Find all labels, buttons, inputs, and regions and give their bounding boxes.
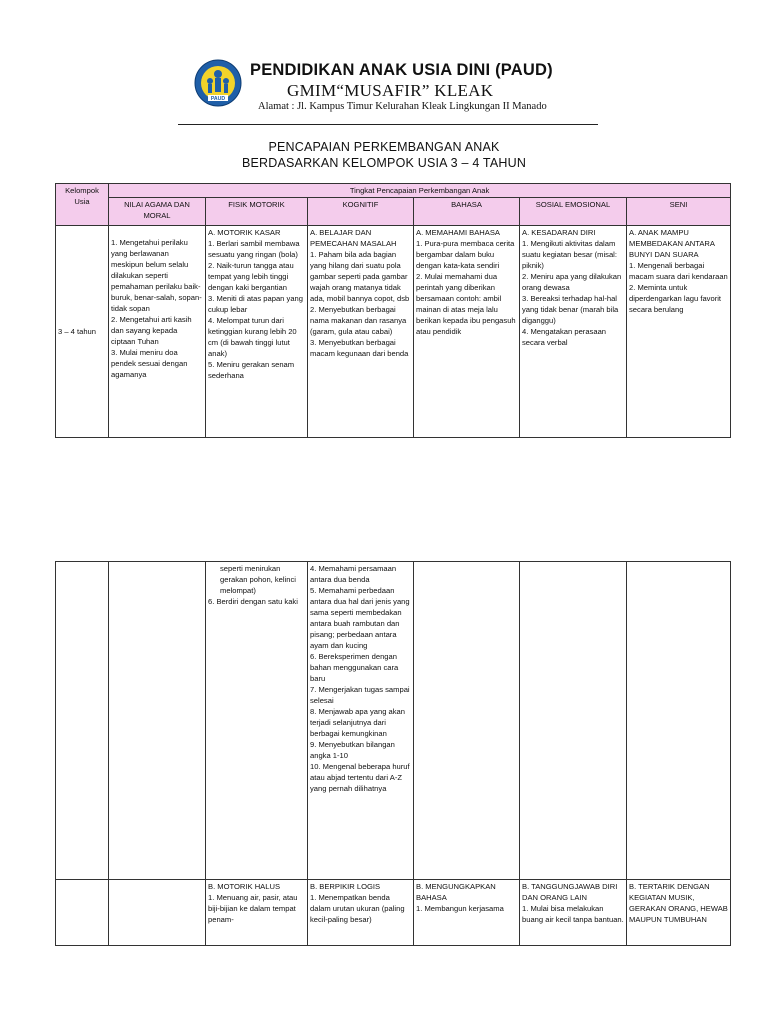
subheading: B. TANGGUNGJAWAB DIRI DAN ORANG LAIN: [522, 882, 618, 902]
age-cell: 3 – 4 tahun: [56, 226, 109, 438]
list-item: 7. Mengerjakan tugas sampai selesai: [310, 685, 410, 705]
cell-fisik: [206, 562, 308, 880]
list-item: 2. Mulai memahami dua perintah yang diberikan bersamaan contoh: ambil mainan di atas meja lalu berikan kepada ibu pengasuh atau pendidik: [416, 272, 516, 336]
cell-agama: [109, 226, 206, 438]
list-item: 1. Membangun kerjasama: [416, 904, 504, 913]
col-fisik: FISIK MOTORIK: [206, 198, 308, 226]
subheading: A. MOTORIK KASAR: [208, 228, 281, 237]
list-item: 1. Menempatkan benda dalam urutan ukuran (paling kecil-paling besar): [310, 893, 405, 924]
subheading: A. BELAJAR DAN PEMECAHAN MASALAH: [310, 228, 397, 248]
header-rule: [178, 124, 598, 125]
list-item: 5. Memahami perbedaan antara dua hal dari jenis yang sama seperti membedakan antara buah rambutan dan pisang; perbedaan antara ayam dan kucing: [310, 586, 410, 650]
list-item: 4. Memahami persamaan antara dua benda: [310, 564, 397, 584]
cell-bahasa: [414, 880, 520, 946]
list-item: 2. Meniru apa yang dilakukan orang dewasa: [522, 272, 622, 292]
list-item: 1. Mengenali berbagai macam suara dari kendaraan: [629, 261, 728, 281]
list-item: 3. Bereaksi terhadap hal-hal yang tidak benar (marah bila diganggu): [522, 294, 619, 325]
subheading: B. BERPIKIR LOGIS: [310, 882, 381, 891]
school-name: GMIM“MUSAFIR” KLEAK: [287, 81, 494, 100]
list-item: 1. Mengetahui perilaku yang berlawanan meskipun belum selalu dilakukan seperti pemahaman perilaku baik-buruk, benar-salah, sopan-tidak sopan: [111, 238, 202, 313]
list-item: 2. Mengetahui arti kasih dan sayang kepada ciptaan Tuhan: [111, 315, 192, 346]
cell-fisik: [206, 880, 308, 946]
col-agama: NILAI AGAMA DAN MORAL: [109, 198, 206, 226]
development-table-part2: [55, 561, 731, 946]
group-header: Kelompok Usia: [56, 184, 109, 226]
col-bahasa: BAHASA: [414, 198, 520, 226]
doc-title-line2: BERDASARKAN KELOMPOK USIA 3 – 4 TAHUN: [241, 156, 527, 170]
svg-text:PAUD: PAUD: [210, 96, 226, 103]
list-item: 3. Meniti di atas papan yang cukup lebar: [208, 294, 303, 314]
age-cell-empty: [56, 562, 109, 880]
cell-agama-empty: [109, 562, 206, 880]
list-item: 1. Mengikuti aktivitas dalam suatu kegiatan besar (misal: piknik): [522, 239, 617, 270]
list-item: 1. Berlari sambil membawa sesuatu yang ringan (bola): [208, 239, 300, 259]
subheading: A. KESADARAN DIRI: [522, 228, 596, 237]
list-item: 1. Pura-pura membaca cerita bergambar dalam buku dengan kata-kata sendiri: [416, 239, 515, 270]
cell-seni: [627, 880, 731, 946]
cell-kognitif: [308, 226, 414, 438]
cell-sosial: [520, 226, 627, 438]
age-cell-empty: [56, 880, 109, 946]
org-name: PENDIDIKAN ANAK USIA DINI (PAUD): [250, 61, 553, 79]
school-logo: [194, 59, 242, 107]
address: Alamat : Jl. Kampus Timur Kelurahan Kleak Lingkungan II Manado: [258, 101, 547, 112]
list-item: 2. Naik-turun tangga atau tempat yang lebih tinggi dengan kaki bergantian: [208, 261, 294, 292]
list-item: 3. Mulai meniru doa pendek sesuai dengan agamanya: [111, 348, 188, 379]
list-item: 2. Menyebutkan berbagai nama makanan dan rasanya (garam, gula atau cabai): [310, 305, 407, 336]
list-item: 3. Menyebutkan berbagai macam kegunaan dari benda: [310, 338, 409, 358]
cell-bahasa-empty: [414, 562, 520, 880]
subheading: B. MENGUNGKAPKAN BAHASA: [416, 882, 496, 902]
list-item: seperti menirukan gerakan pohon, kelinci melompat): [220, 564, 296, 595]
list-item: 10. Mengenal beberapa huruf atau abjad tertentu dari A-Z yang pernah dilihatnya: [310, 762, 410, 793]
cell-sosial: [520, 880, 627, 946]
cell-kognitif: [308, 562, 414, 880]
cell-sosial-empty: [520, 562, 627, 880]
list-item: 4. Mengatakan perasaan secara verbal: [522, 327, 607, 347]
col-seni: SENI: [627, 198, 731, 226]
cell-agama-empty: [109, 880, 206, 946]
list-item: 2. Meminta untuk diperdengarkan lagu favorit secara berulang: [629, 283, 722, 314]
cell-seni-empty: [627, 562, 731, 880]
list-item: 8. Menjawab apa yang akan terjadi selanjutnya dari berbagai kemungkinan: [310, 707, 405, 738]
list-item: 5. Meniru gerakan senam sederhana: [208, 360, 295, 380]
cell-fisik: [206, 226, 308, 438]
list-item: 9. Menyebutkan bilangan angka 1-10: [310, 740, 395, 760]
list-item: 6. Bereksperimen dengan bahan menggunakan cara baru: [310, 652, 399, 683]
list-item: 6. Berdiri dengan satu kaki: [208, 597, 298, 606]
cell-kognitif: [308, 880, 414, 946]
subheading: A. MEMAHAMI BAHASA: [416, 228, 500, 237]
col-kognitif: KOGNITIF: [308, 198, 414, 226]
subheading: A. ANAK MAMPU MEMBEDAKAN ANTARA BUNYI DAN SUARA: [629, 228, 715, 259]
cell-seni: [627, 226, 731, 438]
list-item: 1. Paham bila ada bagian yang hilang dari suatu pola gambar seperti pada gambar wajah orang matanya tidak ada, mobil bannya copot, dsb: [310, 250, 410, 303]
cell-bahasa: [414, 226, 520, 438]
list-item: 1. Mulai bisa melakukan buang air kecil tanpa bantuan.: [522, 904, 624, 924]
doc-title-line1: PENCAPAIAN PERKEMBANGAN ANAK: [268, 140, 500, 154]
span-header: Tingkat Pencapaian Perkembangan Anak: [109, 184, 731, 198]
subheading: B. MOTORIK HALUS: [208, 882, 281, 891]
list-item: 4. Melompat turun dari ketinggian kurang lebih 20 cm (di bawah tinggi lutut anak): [208, 316, 297, 358]
subheading: B. TERTARIK DENGAN KEGIATAN MUSIK, GERAKAN ORANG, HEWAB MAUPUN TUMBUHAN: [629, 882, 728, 924]
list-item: 1. Menuang air, pasir, atau biji-bijian ke dalam tempat penam-: [208, 893, 298, 924]
development-table-part1: [55, 183, 731, 438]
col-sosial: SOSIAL EMOSIONAL: [520, 198, 627, 226]
